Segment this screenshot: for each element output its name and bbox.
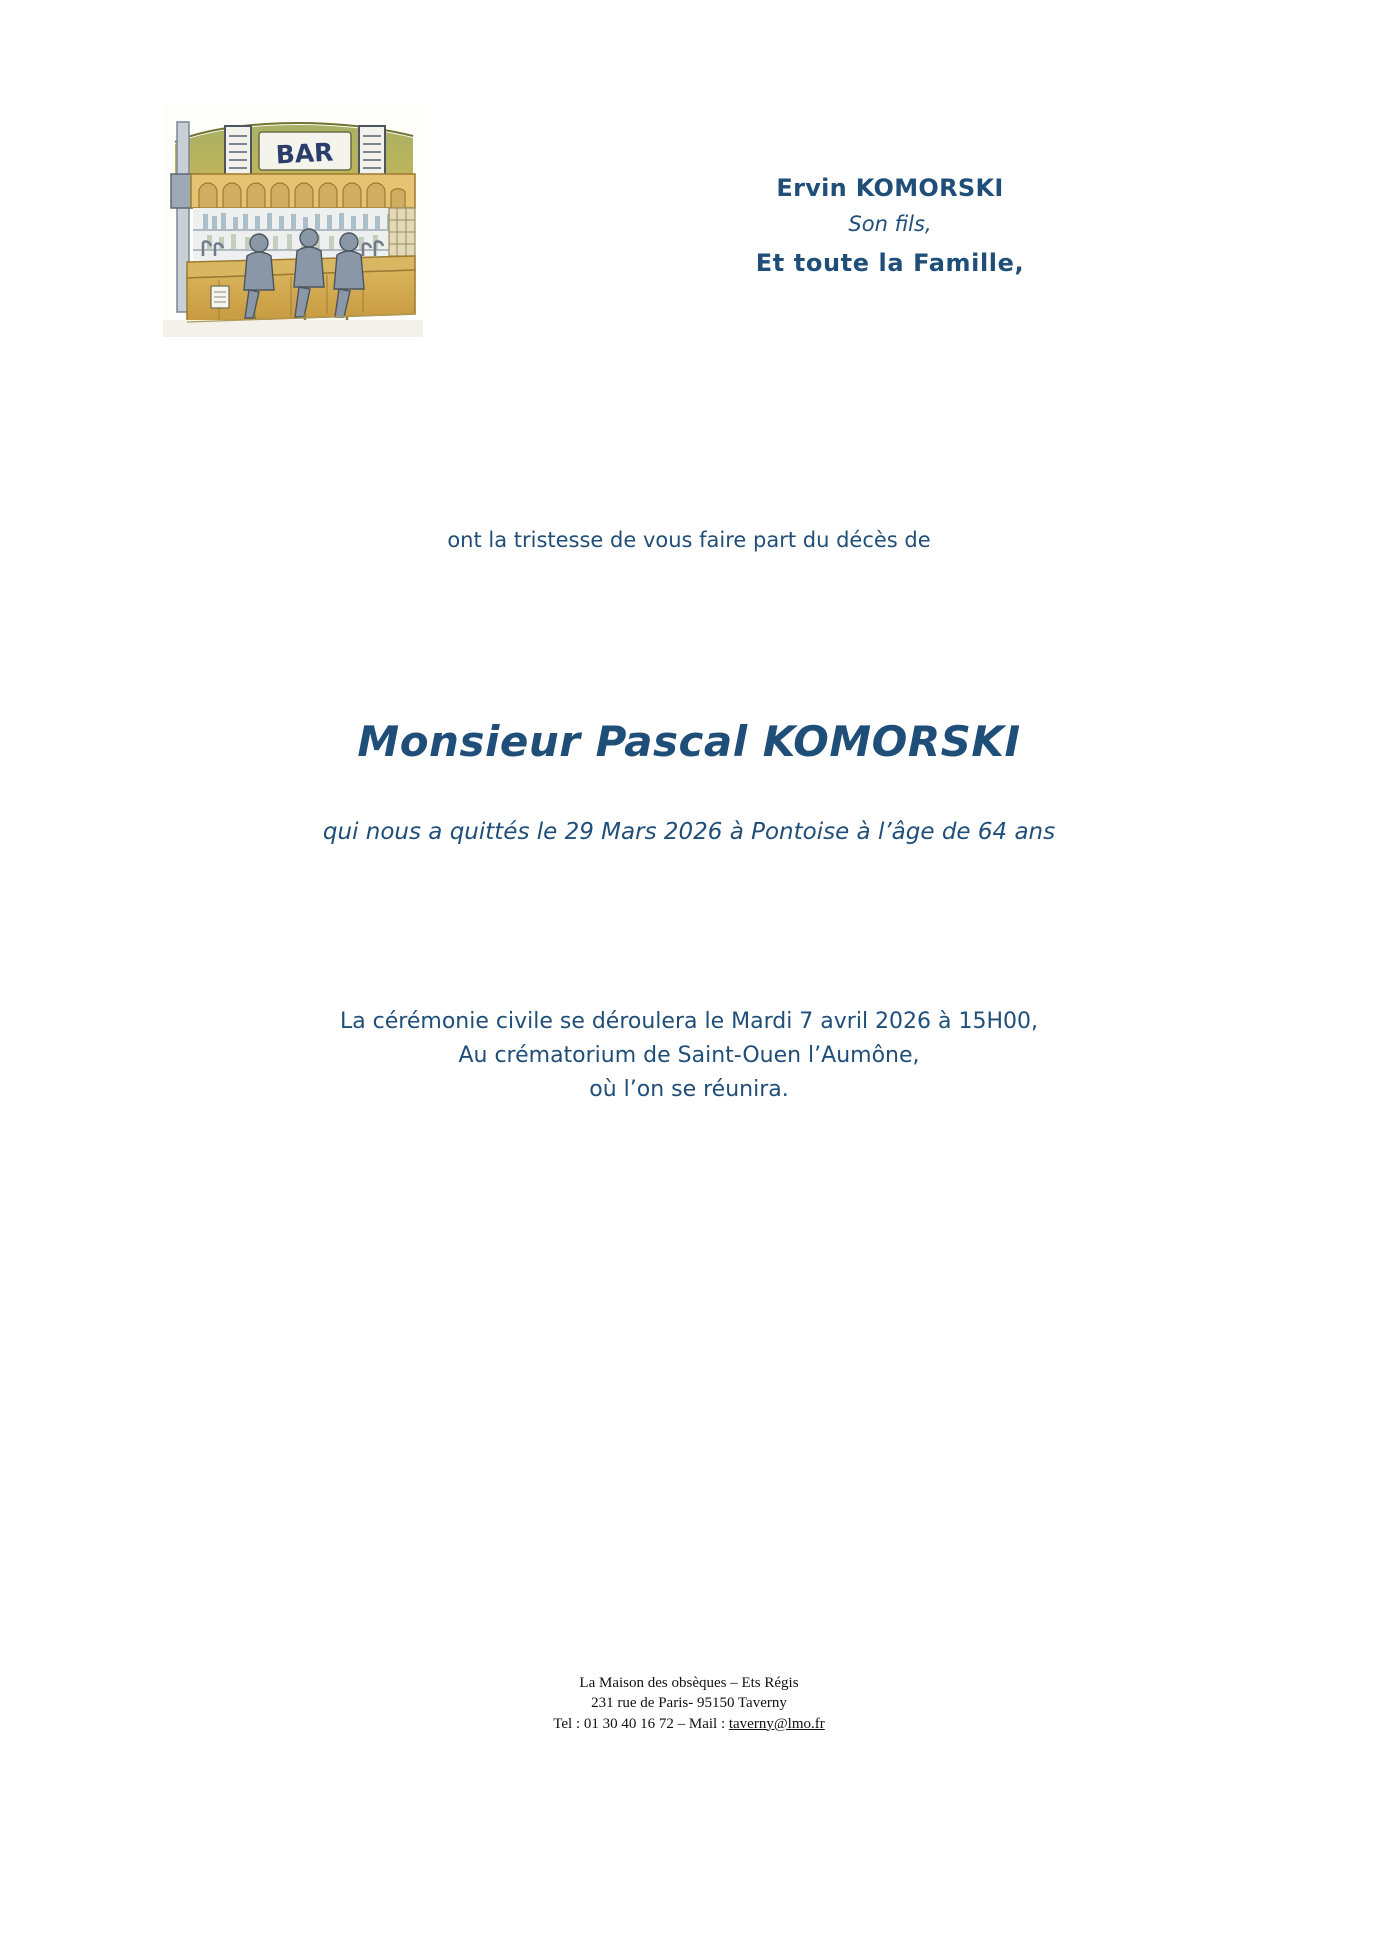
- family-block: [520, 170, 1260, 281]
- ceremony-line-3: où l’on se réunira.: [589, 1077, 789, 1103]
- ceremony-block: [0, 1005, 1378, 1107]
- footer-contact: [0, 1714, 1378, 1734]
- family-member-name: Ervin KOMORSKI: [776, 174, 1004, 202]
- footer-email-link[interactable]: taverny@lmo.fr: [728, 1715, 825, 1732]
- bar-sign-text: BAR: [275, 137, 335, 170]
- footer-block: [0, 1673, 1378, 1734]
- ceremony-line-2: Au crématorium de Saint-Ouen l’Aumône,: [458, 1043, 920, 1069]
- family-relation: Son fils,: [848, 212, 932, 236]
- footer-company: La Maison des obsèques – Ets Régis: [579, 1675, 799, 1691]
- footer-address: 231 rue de Paris- 95150 Taverny: [591, 1695, 787, 1712]
- family-all-label: Et toute la Famille,: [755, 248, 1025, 277]
- deceased-name: Monsieur Pascal KOMORSKI: [357, 717, 1021, 766]
- announcement-line: ont la tristesse de vous faire part du décès de: [447, 528, 931, 552]
- bar-scene-illustration: [163, 104, 423, 337]
- ceremony-line-1: La cérémonie civile se déroulera le Mardi 7 avril 2026 à 15H00,: [339, 1009, 1039, 1034]
- footer-contact-prefix: Tel : 01 30 40 16 72 – Mail :: [553, 1715, 729, 1732]
- deceased-details: qui nous a quittés le 29 Mars 2026 à Pontoise à l’âge de 64 ans: [322, 819, 1056, 845]
